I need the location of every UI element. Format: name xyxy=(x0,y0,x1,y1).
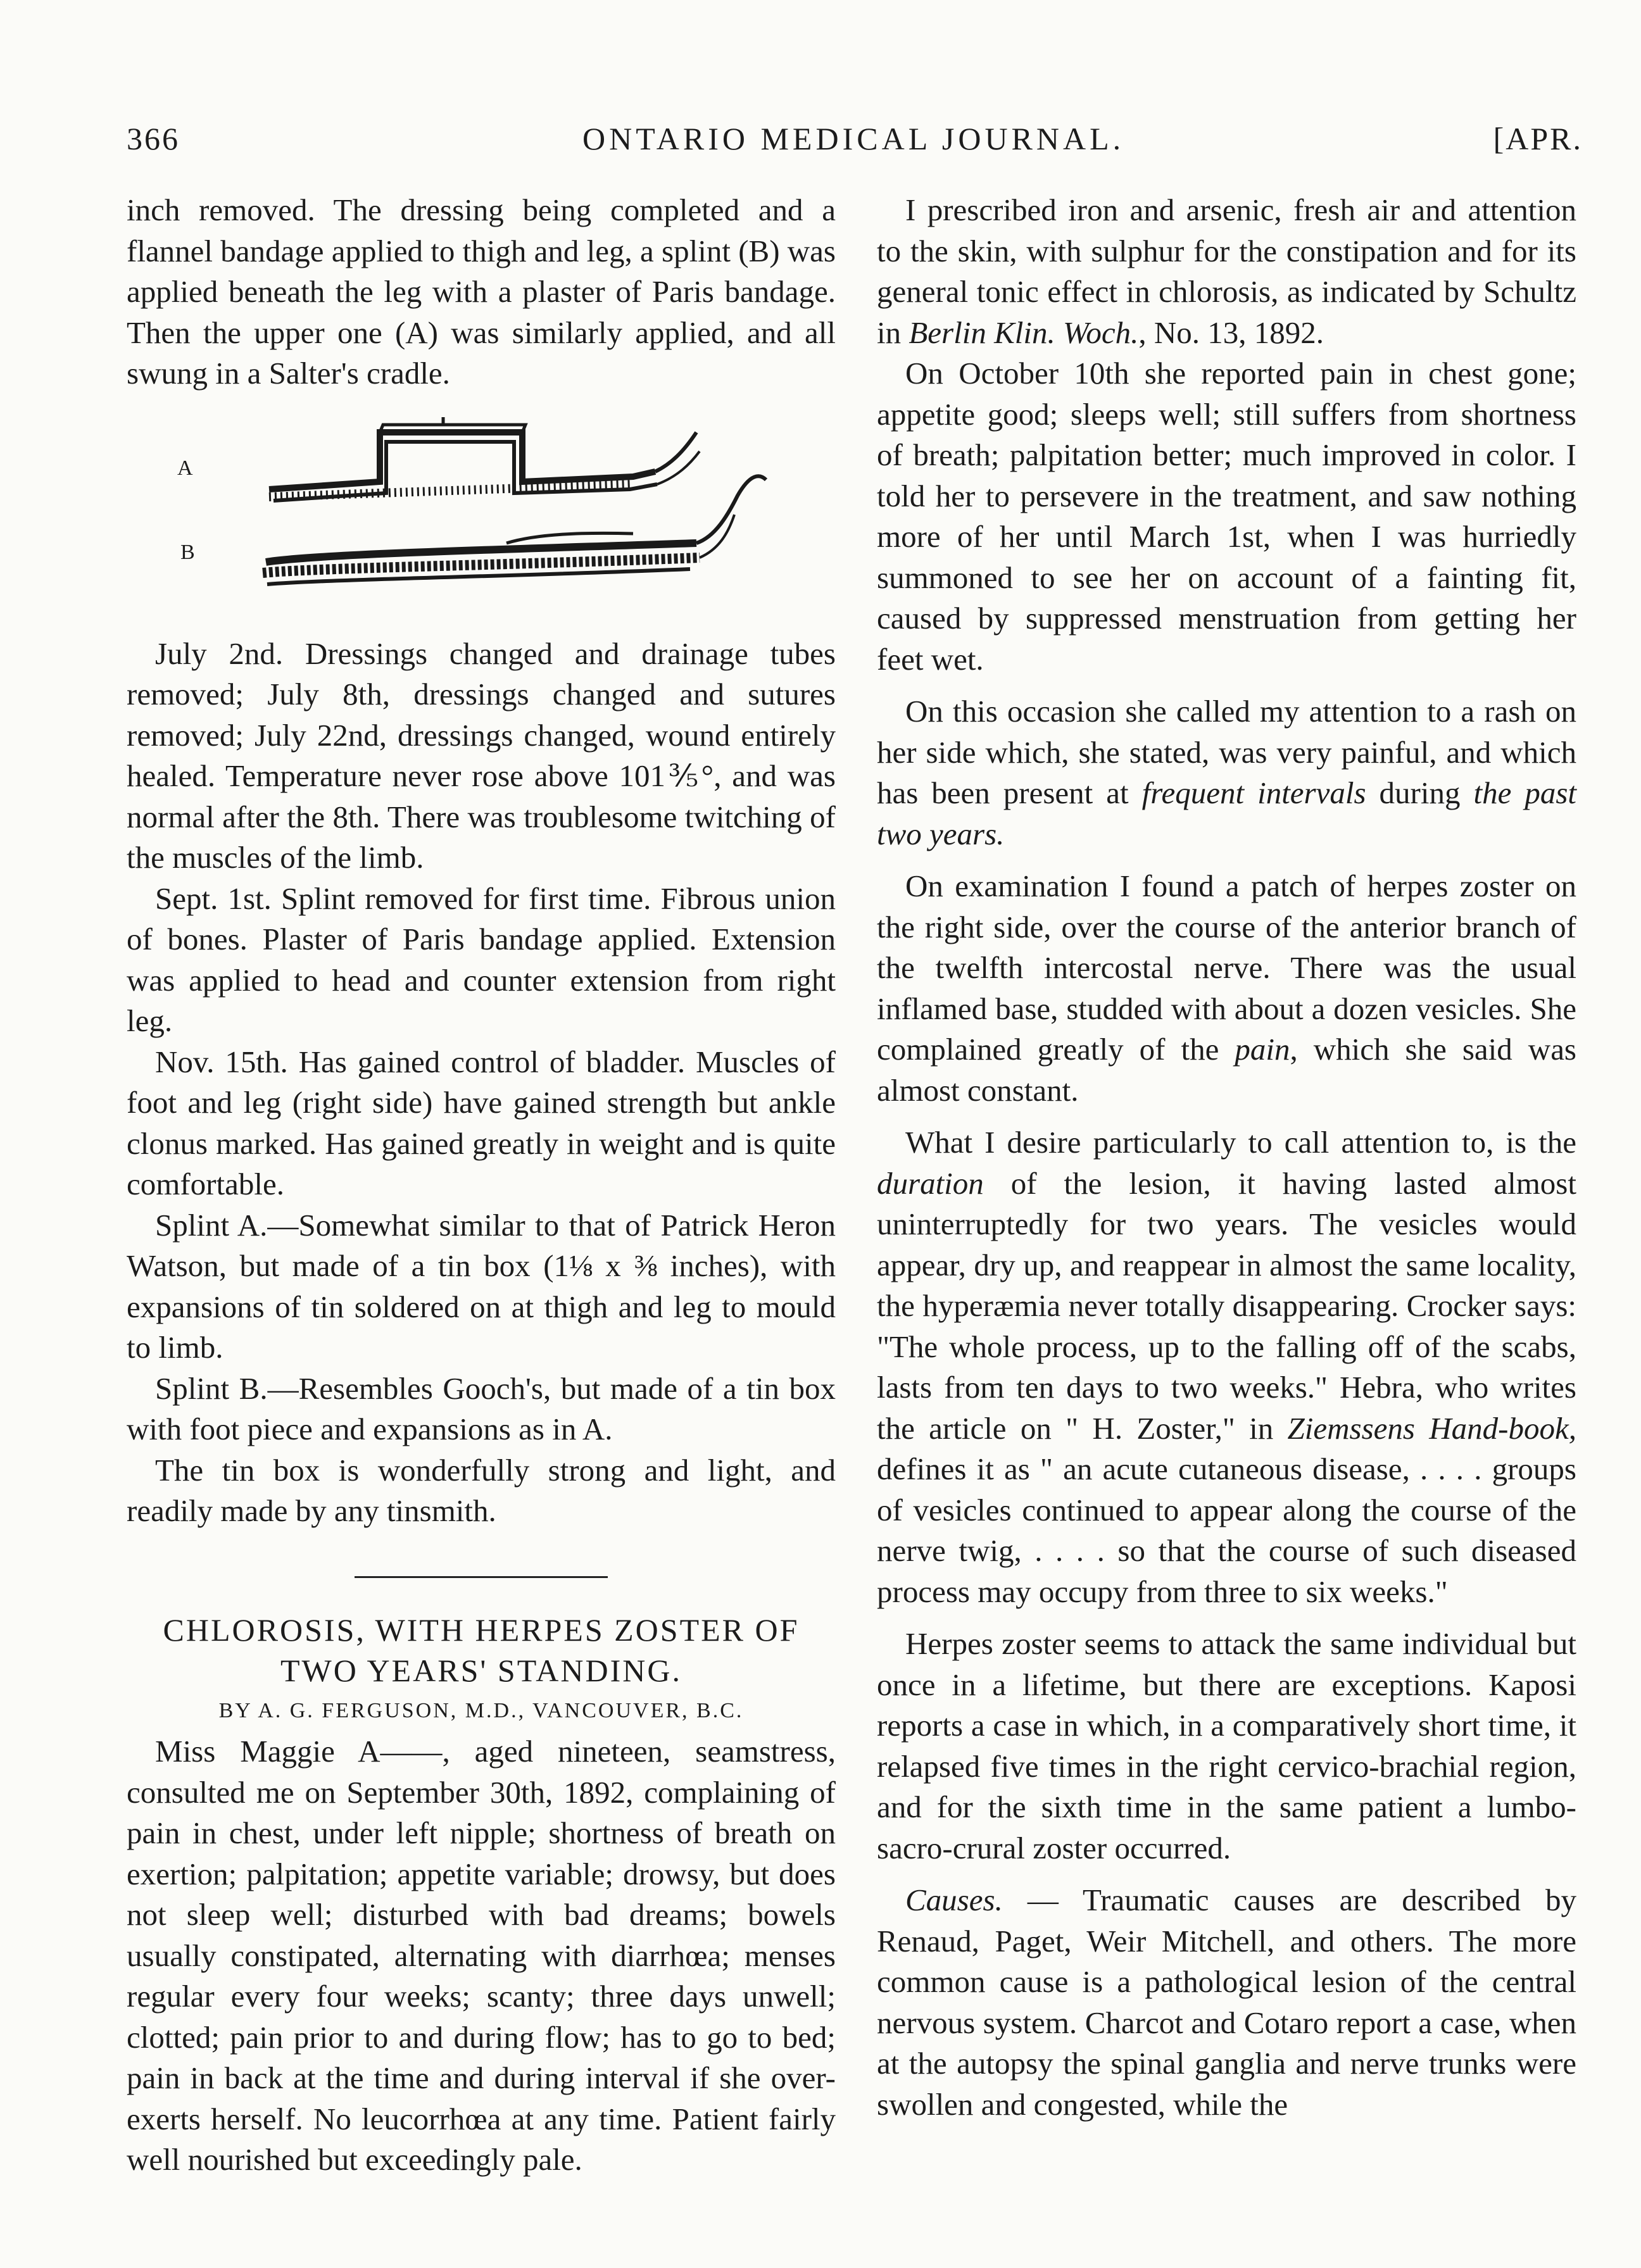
splint-figure xyxy=(127,413,836,622)
paragraph: Causes. — Traumatic causes are described by Renaud, Paget, Weir Mitchell, and others. The more common cause is a pathological lesion of the central nervous system. Charcot and Cotaro report a case, when at the autopsy the spinal ganglia and nerve trunks were swollen and congested, while the xyxy=(877,1883,1576,2122)
article-title-line-1: CHLOROSIS, WITH HERPES ZOSTER OF xyxy=(163,1612,800,1648)
right-column xyxy=(877,190,1576,2125)
section-divider xyxy=(355,1576,608,1578)
paragraph: Splint B.—Resembles Gooch's, but made of a tin box with foot piece and expansions as in A. xyxy=(127,1370,836,1446)
paragraph: On October 10th she reported pain in chest gone; appetite good; sleeps well; still suffers from shortness of breath; palpitation better; much improved in color. I told her to persevere in the treatment, and saw nothing more of her until March 1st, when I was hurriedly summoned to see her on account of a fainting fit, caused by suppressed menstruation from getting her feet wet. xyxy=(877,356,1576,677)
left-column xyxy=(127,190,836,2181)
page-number: 366 xyxy=(127,121,180,156)
paragraph: Miss Maggie A——, aged nineteen, seamstress, consulted me on September 30th, 1892, complaining of pain in chest, under left nipple; shortness of breath on exertion; palpitation; appetite variable; drowsy, but does not sleep well; disturbed with bad dreams; bowels usually constipated, alternating with diarrhœa; menses regular every four weeks; scanty; three days unwell; clotted; pain prior to and during flow; has to go to bed; pain in back at the time and during interval if she over-exerts herself. No leucorrhœa at any time. Patient fairly well nourished but exceedingly pale. xyxy=(127,1734,836,2177)
section-heading-causes: Causes. xyxy=(905,1883,1003,1917)
paragraph: The tin box is wonderfully strong and light, and readily made by any tinsmith. xyxy=(127,1452,836,1528)
figure-label-b: B xyxy=(180,540,195,564)
paragraph: Splint A.—Somewhat similar to that of Patrick Heron Watson, but made of a tin box (1⅛ x ⅜ inches), with expansions of tin soldered on at thigh and leg to mould to limb. xyxy=(127,1207,836,1365)
splint-illustration xyxy=(127,413,836,622)
running-header xyxy=(127,114,1583,165)
paragraph: I prescribed iron and arsenic, fresh air and attention to the skin, with sulphur for the constipation and for its general tonic effect in chlorosis, as indicated by Schultz in Berlin Klin. Woch., No. 13, 1892. xyxy=(877,192,1576,350)
paragraph: Sept. 1st. Splint removed for first time. Fibrous union of bones. Plaster of Paris bandage applied. Extension was applied to head and counter extension from right leg. xyxy=(127,880,836,1038)
paragraph: What I desire particularly to call attention to, is the duration of the lesion, it having lasted almost uninterruptedly for two years. The vesicles would appear, dry up, and reappear in almost the same locality, the hyperæmia never totally disappearing. Crocker says: "The whole process, up to the falling off of the scabs, lasts from ten days to two weeks." Hebra, who writes the article on " H. Zoster," in Ziemssens Hand-book, defines it as " an acute cutaneous disease, . . . . groups of vesicles continued to appear along the course of the nerve twig, . . . . so that the course of such diseased process may occupy from three to six weeks." xyxy=(877,1125,1576,1609)
article-title-line-2: TWO YEARS' STANDING. xyxy=(280,1652,682,1688)
byline: BY A. G. FERGUSON, M.D., VANCOUVER, B.C. xyxy=(218,1698,744,1722)
figure-label-a: A xyxy=(177,456,193,480)
journal-title: ONTARIO MEDICAL JOURNAL. xyxy=(582,121,1125,156)
citation-journal: Berlin Klin. Woch. xyxy=(909,315,1139,350)
paragraph: July 2nd. Dressings changed and drainage tubes removed; July 8th, dressings changed and sutures removed; July 22nd, dressings changed, wound entirely healed. Temperature never rose above 101⅗°, and was normal after the 8th. There was troublesome twitching of the muscles of the limb. xyxy=(127,636,836,875)
paragraph: On examination I found a patch of herpes zoster on the right side, over the course of the anterior branch of the twelfth intercostal nerve. There was the usual inflamed base, studded with about a dozen vesicles. She complained greatly of the pain, which she said was almost constant. xyxy=(877,868,1577,1108)
paragraph: Nov. 15th. Has gained control of bladder. Muscles of foot and leg (right side) have gained strength but ankle clonus marked. Has gained greatly in weight and is quite comfortable. xyxy=(127,1044,836,1201)
paragraph: inch removed. The dressing being completed and a flannel bandage applied to thigh and leg, a splint (B) was applied beneath the leg with a plaster of Paris bandage. Then the upper one (A) was similarly applied, and all swung in a Salter's cradle. xyxy=(127,192,836,391)
paragraph: On this occasion she called my attention to a rash on her side which, she stated, was very painful, and which has been present at frequent intervals during the past two years. xyxy=(877,694,1576,851)
paragraph: Herpes zoster seems to attack the same individual but once in a lifetime, but there are exceptions. Kaposi reports a case in which, in a comparatively short time, it relapsed five times in the right cervico-brachial region, and for the sixth time in the same patient a lumbo-sacro-crural zoster occurred. xyxy=(877,1626,1576,1865)
issue-month: [APR. xyxy=(1493,121,1583,156)
